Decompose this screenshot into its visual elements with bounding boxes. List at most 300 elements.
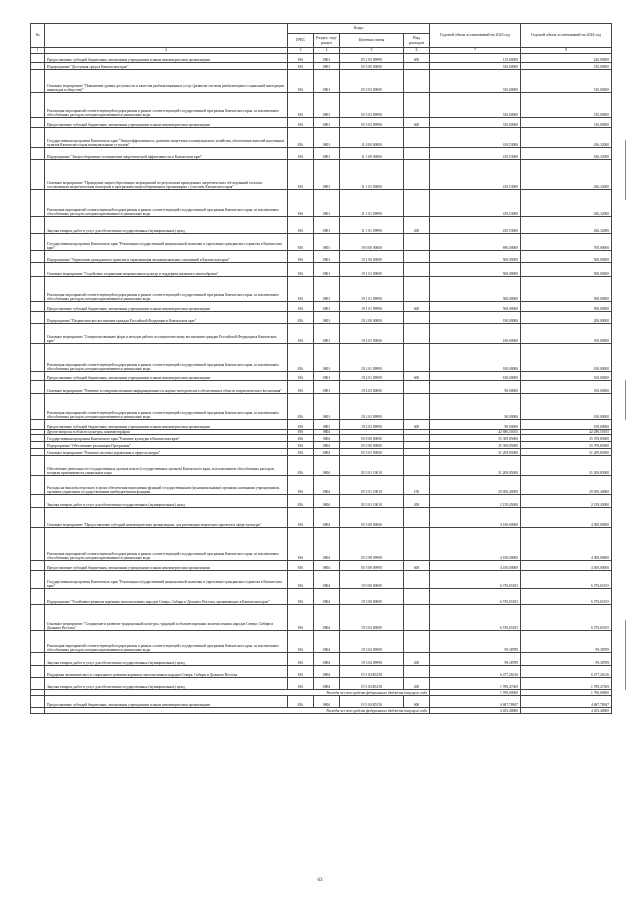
header-vid: Вид расходов [404,34,430,48]
grbs-code: 816 [288,277,314,302]
budget-table [30,23,612,714]
amount-2024: 1 789,47369 [521,678,612,690]
grbs-code: 816 [288,54,314,63]
table-row [31,372,612,381]
razdel-code: 0804 [314,561,340,571]
table-row [31,561,612,571]
amount-2023: 115,00000 [430,54,521,63]
table-row [31,435,612,442]
row-number-cell [31,344,45,372]
vid-code [404,234,430,251]
statya-code: 19 3 04 R5150 [340,678,404,690]
vid-code [404,605,430,631]
header-number: № [31,24,45,48]
header-statya: Целевая статья [340,34,404,48]
table-row [31,70,612,93]
scan-margin-line [625,140,626,200]
amount-2024: 6 576,65105 [521,605,612,631]
amount-2024: 310,00000 [521,93,612,118]
statya-code: 05 5 01 00000 [340,449,404,456]
row-number-cell [31,420,45,430]
table-row [31,381,612,394]
amount-2024: 436,32000 [521,217,612,234]
statya-code: 19 3 04 09990 [340,653,404,666]
table-row [31,344,612,372]
expense-name: Реализация мероприятий соответствующей подпрограммы в рамках соответствующей государственной программы Камчатского края, за исключением обособленных расходов, которым присваиваются уникальные коды [45,528,288,561]
statya-code: 19 2 01 09990 [340,372,404,381]
vid-code: 200 [404,217,430,234]
table-row [31,277,612,302]
vid-code: 600 [404,561,430,571]
expense-name: Закупка товаров, работ и услуг для обеспечения государственных (муниципальных) нужд [45,653,288,666]
grbs-code: 816 [288,456,314,476]
vid-code: 600 [404,302,430,312]
table-row [31,234,612,251]
amount-2023: 310,00000 [430,70,521,93]
statya-code: 19 0 00 00000 [340,571,404,589]
row-number-cell [31,508,45,528]
expense-name: Основное мероприятие "Проведение энергосберегающих мероприятий по результатам проведенных энергетических обследований согласно составленным энергетическим паспортам и программам энергосбережения в организациях с участием Камчатского края" [45,160,288,190]
grbs-code: 816 [288,653,314,666]
column-number: 2 [45,48,288,54]
amount-2023: 4 100,00000 [430,528,521,561]
row-number-cell [31,678,45,690]
amount-2024: 700,00000 [521,234,612,251]
razdel-code: 0801 [314,148,340,160]
amount-2024: 31 209,85000 [521,456,612,476]
razdel-code: 0804 [314,456,340,476]
statya-code: 05 5 01 10010 [340,476,404,495]
expense-name: Основное мероприятие "Совершенствование форм и методов работы по патриотическому воспитанию граждан Российской Федерации в Камчатском крае" [45,324,288,344]
grbs-code: 816 [288,118,314,128]
row-number-cell [31,217,45,234]
statya-code: 05 3 03 09990 [340,118,404,128]
amount-2023: 190,00000 [430,312,521,324]
grbs-code: 816 [288,93,314,118]
vid-code [404,442,430,449]
expense-name: Подпрограмма "Устойчивое развитие коренных малочисленных народов Севера, Сибири и Дальнего Востока, проживающих в Камчатском крае" [45,589,288,605]
grbs-code: 816 [288,571,314,589]
amount-2023: 6 576,65105 [430,605,521,631]
row-number-cell [31,435,45,442]
statya-code: 19 2 01 00000 [340,324,404,344]
amount-2024: 4 500,00000 [521,528,612,561]
amount-2024: 100,00000 [521,344,612,372]
razdel-code: 0801 [314,234,340,251]
vid-code [404,70,430,93]
row-number-cell [31,263,45,277]
expense-name: Основное мероприятие "Сохранение и развитие традиционной культуры, традиций и обычаев коренных малочисленных народов Севера, Сибири и Дальнего Востока" [45,605,288,631]
row-number-cell [31,54,45,63]
expense-name: Государственная программа Камчатского края "Реализация государственной национальной политики и укрепление гражданского единства в Камчатском крае" [45,234,288,251]
expense-name: Подпрограмма "Патриотическое воспитание граждан Российской Федерации в Камчатском крае" [45,312,288,324]
table-row [31,476,612,495]
razdel-code: 0804 [314,696,340,708]
amount-2024: 42 286,50105 [521,430,612,435]
expense-name: Предоставление субсидий бюджетным, автономным учреждениям и иным некоммерческим организациям [45,302,288,312]
statya-code: 19 3 04 09990 [340,631,404,653]
grbs-code: 816 [288,420,314,430]
expense-name: Основное мероприятие "Содействие сохранению национальных культур и поддержка языкового многообразия" [45,263,288,277]
table-row [31,456,612,476]
expense-name: Государственная программа Камчатского края "Энергоэффективность, развитие энергетики и коммунального хозяйства, обеспечение жителей населенных пунктов Камчатского края коммунальными услугами" [45,128,288,148]
amount-2023: 4 687,78947 [430,696,521,708]
statya-code: 19 2 02 09990 [340,420,404,430]
razdel-code: 0804 [314,653,340,666]
vid-code [404,312,430,324]
row-number-cell [31,302,45,312]
amount-2023: 500,00000 [430,302,521,312]
grbs-code: 816 [288,217,314,234]
row-number-cell [31,449,45,456]
amount-2024: 220,00000 [521,54,612,63]
amount-2024: 2 159,45000 [521,495,612,508]
row-number-cell [31,63,45,70]
vid-code [404,631,430,653]
grbs-code: 816 [288,251,314,263]
expense-name: Подпрограмма "Укрепление гражданского единства и гармонизация межнациональных отношений в Камчатском крае" [45,251,288,263]
vid-code [404,251,430,263]
statya-code: 05 5 01 10010 [340,495,404,508]
header-codes-group: Коды [288,24,430,34]
row-number-cell [31,148,45,160]
amount-2023: 35 309,85000 [430,435,521,442]
row-number-cell [31,251,45,263]
grbs-code: 816 [288,70,314,93]
amount-2023: 500,00000 [430,263,521,277]
grbs-code: 816 [288,381,314,394]
statya-code: 19 2 01 09990 [340,344,404,372]
row-number-cell [31,372,45,381]
row-number-cell [31,394,45,420]
statya-code: 19 3 04 R5150 [340,696,404,708]
amount-2024: 100,00000 [521,420,612,430]
amount-2023: 2 159,45000 [430,495,521,508]
amount-2023: 1 789,47369 [430,678,521,690]
row-number-cell [31,70,45,93]
razdel-code: 0804 [314,605,340,631]
razdel-code: 0801 [314,63,340,70]
razdel-code: 0801 [314,302,340,312]
grbs-code: 816 [288,128,314,148]
amount-2024: 35 709,85000 [521,442,612,449]
vid-code [404,63,430,70]
row-number-cell [31,381,45,394]
table-row [31,571,612,589]
razdel-code: 0804 [314,678,340,690]
amount-2023: 419,53000 [430,128,521,148]
table-body [31,54,612,714]
vid-code [404,148,430,160]
table-row [31,605,612,631]
row-number-cell [31,589,45,605]
expense-name: Предоставление субсидий бюджетным, автономным учреждениям и иным некоммерческим организациям [45,420,288,430]
statya-code: 19 1 01 09990 [340,302,404,312]
amount-2024: 500,00000 [521,263,612,277]
amount-2023: 690,00000 [430,234,521,251]
expense-name: Реализация мероприятий соответствующей подпрограммы в рамках соответствующей государственной программы Камчатского края, за исключением обособленных расходов, которым присваиваются уникальные коды [45,394,288,420]
razdel-code: 0804 [314,476,340,495]
row-number-cell [31,476,45,495]
amount-2024: 436,32000 [521,148,612,160]
row-number-cell [31,571,45,589]
expense-name: Предоставление субсидий бюджетным, автономным учреждениям и иным некоммерческим организациям [45,54,288,63]
note-row [31,708,612,714]
expense-name: Реализация мероприятий соответствующей подпрограммы в рамках соответствующей государственной программы Камчатского края, за исключением обособленных расходов, которым присваиваются уникальные коды [45,344,288,372]
vid-code [404,508,430,528]
row-number-cell [31,561,45,571]
page-number: 63 [317,878,323,883]
amount-2024: 35 709,85000 [521,435,612,442]
razdel-code: 0801 [314,128,340,148]
column-number: 8 [521,48,612,54]
row-number-cell [31,528,45,561]
amount-2024: 4 687,78947 [521,696,612,708]
expense-name: Основное мероприятие "Развитие системы управления в сфере культуры" [45,449,288,456]
vid-code [404,394,430,420]
expense-name: Предоставление субсидий бюджетным, автономным учреждениям и иным некоммерческим организациям [45,696,288,708]
vid-code [404,449,430,456]
amount-2023: 99,38789 [430,631,521,653]
row-number-cell [31,118,45,128]
amount-2023: 4 453,40000 [430,708,521,714]
vid-code [404,324,430,344]
grbs-code: 816 [288,312,314,324]
column-number: 1 [31,48,45,54]
expense-name: Поддержка экономического и социального развития коренных малочисленных народов Севера, Сибири и Дальнего Востока [45,666,288,678]
row-number-cell [31,190,45,217]
expense-name: Основное мероприятие "Развитие и совершенствование информационного и научно-методического обеспечения в области патриотического воспитания" [45,381,288,394]
amount-2024: 31 209,85000 [521,449,612,456]
amount-2024: 99,38789 [521,653,612,666]
grbs-code: 816 [288,190,314,217]
expense-name: Реализация мероприятий соответствующей подпрограммы в рамках соответствующей государственной программы Камчатского края, за исключением обособленных расходов, которым присваиваются уникальные коды [45,190,288,217]
razdel-code: 0801 [314,160,340,190]
amount-2023: 6 477,26316 [430,666,521,678]
grbs-code: 816 [288,508,314,528]
amount-2023: 90,00000 [430,394,521,420]
razdel-code: 0804 [314,528,340,561]
row-number-cell [31,666,45,678]
amount-2023: 100,00000 [430,344,521,372]
table-row [31,148,612,160]
grbs-code: 816 [288,344,314,372]
amount-2024: 310,00000 [521,63,612,70]
statya-code: 05 5 08 09990 [340,561,404,571]
amount-2024: 99,38789 [521,631,612,653]
vid-code: 600 [404,118,430,128]
table-row [31,678,612,690]
razdel-code: 0801 [314,54,340,63]
table-row [31,449,612,456]
razdel-code: 0804 [314,449,340,456]
razdel-code: 0801 [314,70,340,93]
row-number-cell [31,605,45,631]
row-number-cell [31,631,45,653]
vid-code [404,666,430,678]
table-row [31,217,612,234]
amount-2024: 500,00000 [521,277,612,302]
table-row [31,251,612,263]
amount-2023: 31 209,85000 [430,449,521,456]
statya-code: 05 5 01 10010 [340,456,404,476]
razdel-code: 0801 [314,190,340,217]
vid-code [404,277,430,302]
amount-2024: 436,32000 [521,128,612,148]
expense-name: Реализация мероприятий соответствующей подпрограммы в рамках соответствующей государственной программы Камчатского края, за исключением обособленных расходов, которым присваиваются уникальные коды [45,277,288,302]
vid-code [404,381,430,394]
table-row [31,420,612,430]
vid-code [404,190,430,217]
vid-code [404,589,430,605]
table-row [31,631,612,653]
razdel-code: 0804 [314,589,340,605]
amount-2023: 100,00000 [430,324,521,344]
expense-name: Расходы на выплаты персоналу в целях обеспечения выполнения функций государственными (муниципальными) органами, казенными учреждениями, органами управления государственными внебюджетными фондами [45,476,288,495]
table-row [31,442,612,449]
amount-2023: 419,53000 [430,217,521,234]
column-number: 3 [288,48,314,54]
razdel-code: 0801 [314,217,340,234]
vid-code [404,344,430,372]
expense-name: Подпрограмма "Доступная среда в Камчатском крае" [45,63,288,70]
grbs-code: 816 [288,324,314,344]
amount-2023: 4 100,00000 [430,561,521,571]
amount-2024: 200,00000 [521,312,612,324]
razdel-code: 0804 [314,435,340,442]
razdel-code: 0801 [314,312,340,324]
scan-margin-line [625,380,626,420]
statya-code: 19 3 04 00000 [340,605,404,631]
header-grbs: ГРБС [288,34,314,48]
amount-2024: 100,00000 [521,381,612,394]
vid-code: 100 [404,476,430,495]
expense-name: Основное мероприятие "Предоставление субсидий некоммерческим организациям, для реализации творческих проектов в сфере культуры" [45,508,288,528]
grbs-code: 816 [288,302,314,312]
amount-2024: 100,00000 [521,324,612,344]
razdel-code: 0804 [314,631,340,653]
column-number: 4 [314,48,340,54]
grbs-code: 816 [288,678,314,690]
statya-code: 05 3 03 00000 [340,70,404,93]
vid-code [404,263,430,277]
expense-name: Обеспечение деятельности государственных органов власти (государственных органов) Камчатского края, за исключением обособленных расходов, которым присваиваются уникальные коды [45,456,288,476]
table-row [31,63,612,70]
amount-2024: 29 050,40000 [521,476,612,495]
statya-code: 11 1 00 00000 [340,148,404,160]
row-number-cell [31,653,45,666]
razdel-code: 0804 [314,571,340,589]
vid-code: 600 [404,372,430,381]
table-row [31,696,612,708]
grbs-code: 816 [288,631,314,653]
statya-code: 19 3 00 00000 [340,589,404,605]
table-row [31,508,612,528]
razdel-code: 0801 [314,251,340,263]
grbs-code: 816 [288,442,314,449]
amount-2023: 35 309,85000 [430,442,521,449]
amount-2023: 90,00000 [430,420,521,430]
table-row [31,93,612,118]
statya-code: 11 1 01 00000 [340,160,404,190]
table-row [31,312,612,324]
expense-name: Закупка товаров, работ и услуг для обеспечения государственных (муниципальных) нужд [45,217,288,234]
amount-2023: 42 686,50105 [430,430,521,435]
row-number-cell [31,442,45,449]
razdel-code: 0804 [314,495,340,508]
amount-2024: 436,32000 [521,160,612,190]
header-razdel: Раздел, под-раздел [314,34,340,48]
grbs-code: 816 [288,372,314,381]
amount-2023: 1 700,00000 [430,690,521,696]
statya-code: 19 1 01 09990 [340,277,404,302]
vid-code: 600 [404,420,430,430]
razdel-code: 0804 [314,666,340,678]
amount-2024: 4 500,00000 [521,508,612,528]
row-number-cell [31,93,45,118]
statya-code: 05 5 00 00000 [340,442,404,449]
table-row [31,394,612,420]
razdel-code: 0801 [314,277,340,302]
table-row [31,528,612,561]
grbs-code: 816 [288,605,314,631]
razdel-code: 0801 [314,372,340,381]
razdel-code: 0804 [314,442,340,449]
razdel-code: 0801 [314,344,340,372]
statya-code: 11 1 01 09990 [340,217,404,234]
table-row [31,324,612,344]
header-name-column [45,24,288,48]
statya-code: 05 1 05 09990 [340,54,404,63]
row-number-cell [31,324,45,344]
amount-2024: 100,00000 [521,372,612,381]
table-row [31,495,612,508]
note-text: Расходы за счет средств федерального бюджета текущего года [45,690,430,696]
expense-name: Реализация мероприятий соответствующей подпрограммы в рамках соответствующей государственной программы Камчатского края, за исключением обособленных расходов, которым присваиваются уникальные коды [45,631,288,653]
amount-2024: 6 477,26316 [521,666,612,678]
amount-2023: 419,53000 [430,148,521,160]
table-row [31,118,612,128]
header-amount-2024: Годовой объем ассигнований на 2024 год [521,24,612,48]
vid-code [404,528,430,561]
statya-code: 19 1 01 00000 [340,263,404,277]
grbs-code: 816 [288,495,314,508]
amount-2024: 436,32000 [521,190,612,217]
expense-name: Государственная программа Камчатского края "Реализация государственной национальной политики и укрепление гражданского единства в Камчатском крае" [45,571,288,589]
razdel-code: 0801 [314,263,340,277]
grbs-code: 816 [288,589,314,605]
scan-margin-line [625,620,626,690]
grbs-code: 816 [288,696,314,708]
amount-2023: 310,00000 [430,118,521,128]
table-header [31,24,612,54]
amount-2024: 1 700,00000 [521,690,612,696]
statya-code: 19 2 02 09990 [340,394,404,420]
razdel-code: 0801 [314,394,340,420]
amount-2023: 100,00000 [430,372,521,381]
amount-2023: 90,00000 [430,381,521,394]
grbs-code: 816 [288,561,314,571]
amount-2024: 310,00000 [521,118,612,128]
table-row [31,160,612,190]
vid-code [404,160,430,190]
amount-2024: 100,00000 [521,394,612,420]
row-number-cell [31,160,45,190]
table-row [31,190,612,217]
statya-code: 19 3 04 R5150 [340,666,404,678]
header-amount-2023: Годовой объем ассигнований на 2023 год [430,24,521,48]
grbs-code: 816 [288,476,314,495]
